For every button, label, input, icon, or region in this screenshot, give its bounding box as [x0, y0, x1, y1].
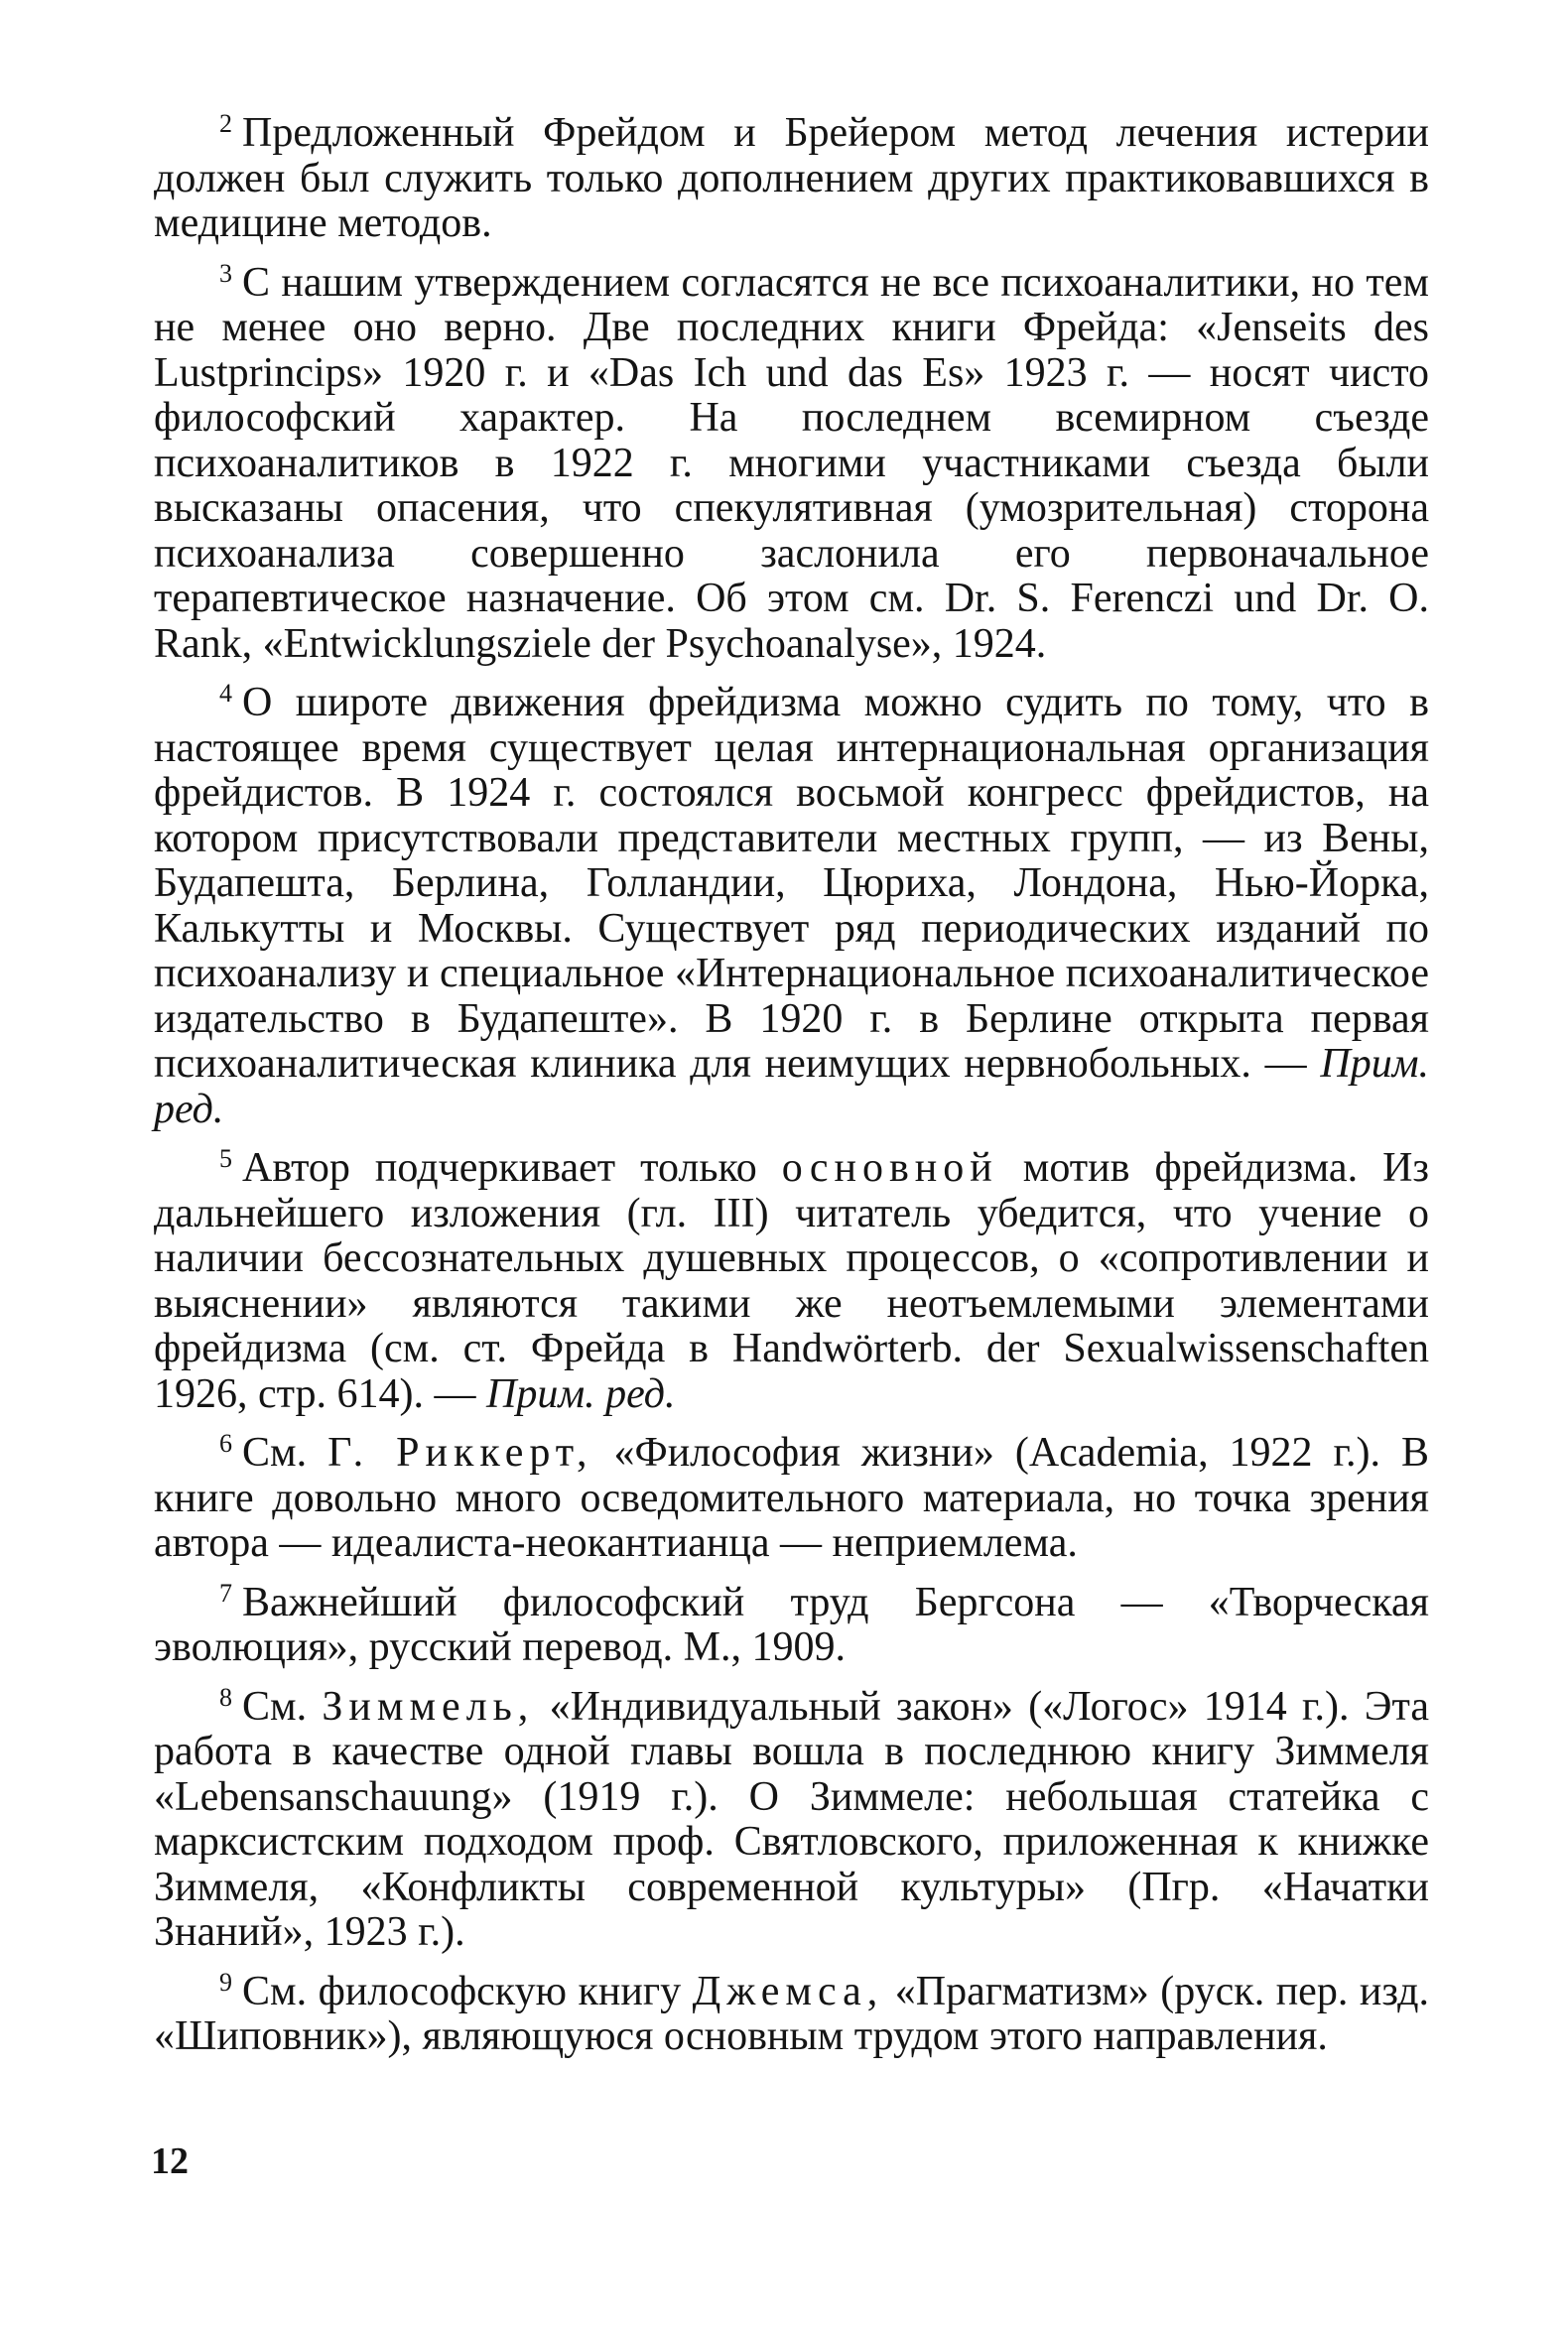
footnote-number: 3 [219, 258, 232, 288]
footnote-text: См. [242, 1430, 308, 1476]
footnote-text-continued: «Прагматизм» (руск. пер. изд. «Шиповник»), являющуюся основным трудом этого направления. [154, 1968, 1430, 2059]
author-name: Джемса, [692, 1968, 884, 2014]
footnote-9 [154, 1967, 1430, 2060]
emphasized-word: основной [781, 1145, 998, 1191]
footnote-text-continued: «Философия жизни» (Academia, 1922 г.). В книге довольно много осведомительного материала, но точка зрения автора — идеалиста-неокантианца — неприемлема. [154, 1430, 1430, 1566]
footnote-text: См. философскую книгу [242, 1968, 682, 2014]
footnote-3 [154, 258, 1429, 668]
footnote-text-continued: «Индивидуальный закон» («Логос» 1914 г.). Эта работа в качестве одной главы вошла в последнюю книгу Зиммеля «Lebensanschauung» (1919 г.). О Зиммеле: небольшая статейка с марксистским подходом проф. Святловского, приложенная к книжке Зиммеля, «Конфликты современной культуры» (Пгр. «Начатки Знаний», 1923 г.). [154, 1683, 1430, 1955]
footnote-number: 7 [219, 1578, 232, 1608]
footnote-text: Автор подчеркивает только [242, 1145, 757, 1191]
editor-note: Прим. ред. [486, 1370, 676, 1417]
footnote-text: О широте движения фрейдизма можно судить по тому, что в настоящее время существует целая интернациональная организация фрейдистов. В 1924 г. состоялся восьмой конгресс фрейдистов, на котором присутствовали представители местных групп, — из Вены, Будапешта, Берлина, Голландии, Цюриха, Лондона, Нью-Йорка, Калькутты и Москвы. Существует ряд периодических изданий по психоанализу и специальное «Интернациональное психоаналитическое издательство в Будапеште». В 1920 г. в Берлине открыта первая психоаналитическая клиника для неимущих нервнобольных. — [154, 680, 1429, 1087]
footnote-number: 8 [219, 1682, 232, 1712]
page-number: 12 [151, 2140, 189, 2182]
footnote-text: Предложенный Фрейдом и Брейером метод лечения истерии должен был служить только дополнением других практиковавшихся в медицине методов. [154, 110, 1429, 246]
footnote-7 [154, 1578, 1429, 1671]
footnote-6 [154, 1431, 1429, 1567]
footnote-text-continued: мотив фрейдизма. Из дальнейшего изложения (гл. III) читатель убедится, что учение о наличии бессознательных душевных процессов, о «сопротивлении и выяснении» являются такими же неотъемлемыми элементами фрейдизма (см. ст. Фрейда в Handwörterb. der Sexualwissenschaften 1926, стр. 614). — [154, 1145, 1430, 1417]
author-name: Г. Риккерт, [327, 1430, 593, 1476]
footnote-4 [154, 681, 1429, 1132]
footnote-5 [154, 1146, 1429, 1417]
footnote-8 [154, 1682, 1430, 1956]
footnote-2 [154, 111, 1429, 247]
footnote-number: 2 [219, 109, 232, 138]
footnotes-block [154, 111, 1429, 2074]
editor-note: Прим. ред. [154, 1041, 1429, 1132]
footnote-text: Важнейший философский труд Бергсона — «Творческая эволюция», русский перевод. М., 1909. [154, 1579, 1429, 1670]
footnote-text: С нашим утверждением согласятся не все психоаналитики, но тем не менее оно верно. Две последних книги Фрейда: «Jenseits des Lustprincips» 1920 г. и «Das Ich und das Es» 1923 г. — носят чисто философский характер. На последнем всемирном съезде психоаналитиков в 1922 г. многими участниками съезда были высказаны опасения, что спекулятивная (умозрительная) сторона психоанализа совершенно заслонила его первоначальное терапевтическое назначение. Об этом см. Dr. S. Ferenczi und Dr. O. Rank, «Entwicklungsziele der Psychoanalyse», 1924. [154, 259, 1429, 667]
footnote-number: 5 [219, 1144, 232, 1173]
author-name: Зиммель, [322, 1683, 535, 1730]
footnote-number: 6 [219, 1429, 232, 1458]
footnote-text: См. [242, 1683, 308, 1730]
footnote-number: 4 [219, 679, 232, 708]
footnote-number: 9 [219, 1967, 232, 1997]
